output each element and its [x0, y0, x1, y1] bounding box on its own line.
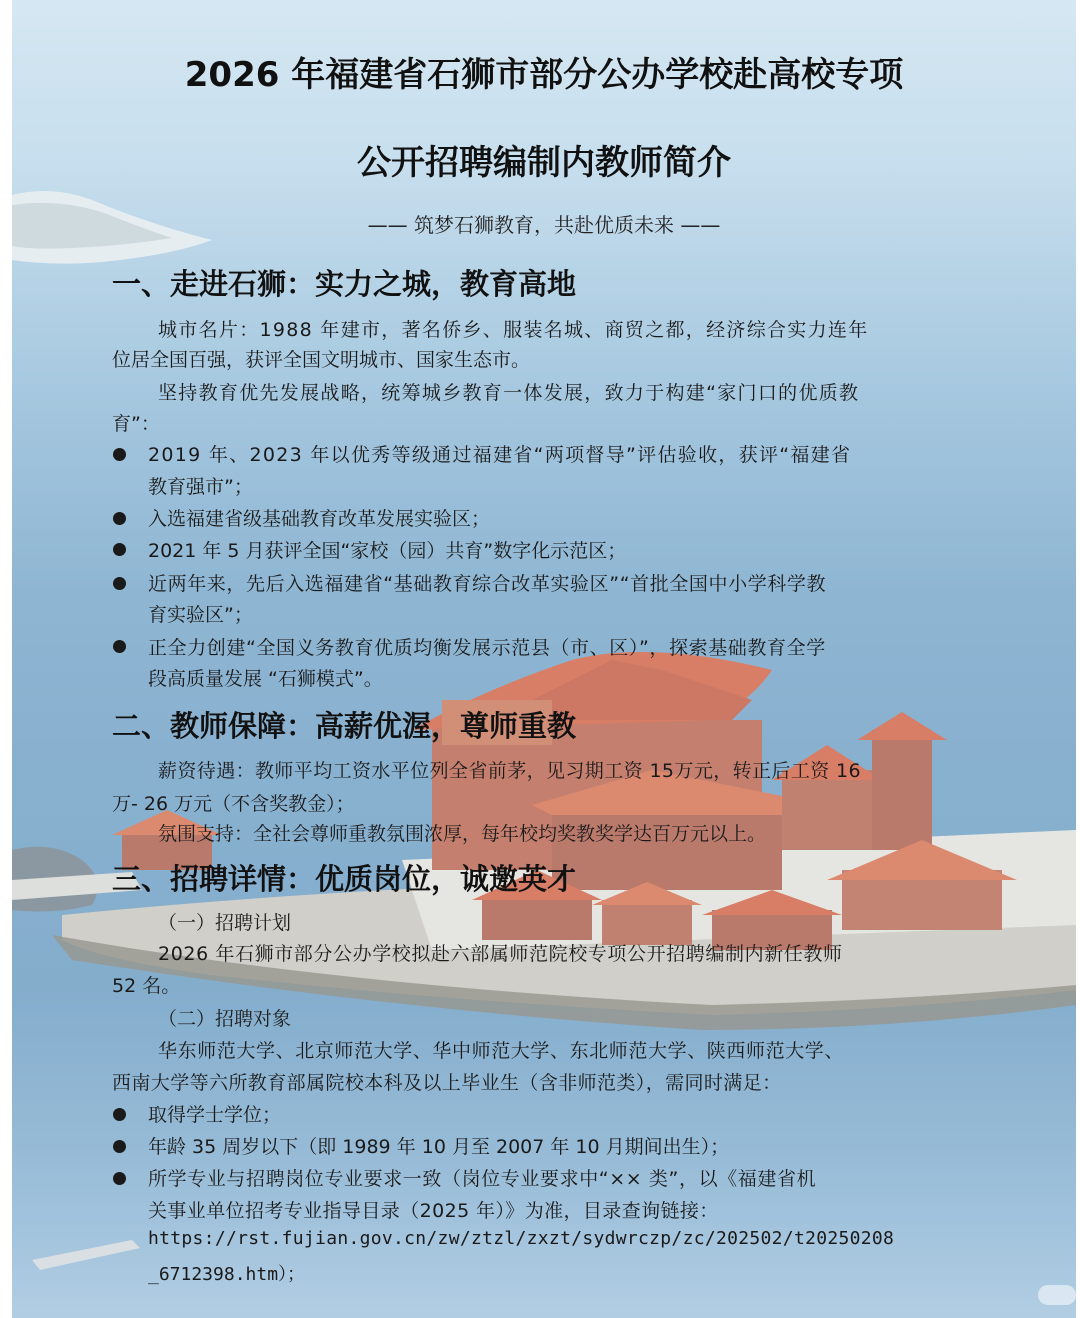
plan-line: 2026 年石狮市部分公办学校拟赴六部属师范院校专项公开招聘编制内新任教师	[158, 943, 843, 965]
section2-heading: 二、教师保障：高薪优渥，尊师重教	[112, 709, 577, 743]
section1-bullet: 2021 年 5 月获评全国“家校（园）共育”数字化示范区；	[148, 540, 627, 562]
bullet-icon	[113, 1172, 126, 1185]
section1-bullet-cont: 教育强市”；	[148, 476, 253, 498]
section2-line: 薪资待遇：教师平均工资水平位列全省前茅，见习期工资 15万元，转正后工资 16	[158, 760, 862, 782]
bullet-icon	[113, 1108, 126, 1121]
section3-bullet: 年龄 35 周岁以下（即 1989 年 10 月至 2007 年 10 月期间出生）；	[148, 1136, 730, 1158]
section3-heading: 三、招聘详情：优质岗位，诚邀英才	[112, 862, 577, 896]
bullet-icon	[113, 1140, 126, 1153]
section3-bullet-cont: 关事业单位招考专业指导目录（2025 年）》为准，目录查询链接：	[148, 1200, 719, 1222]
subtitle: —— 筑梦石狮教育，共赴优质未来 ——	[367, 213, 721, 237]
section1-bullet: 2019 年、2023 年以优秀等级通过福建省“两项督导”评估验收，获评“福建省	[148, 444, 852, 466]
bullet-icon	[113, 512, 126, 525]
target-line: 西南大学等六所教育部属院校本科及以上毕业生（含非师范类），需同时满足：	[112, 1072, 782, 1094]
poster	[12, 0, 1076, 1318]
title-line-1: 2026 年福建省石狮市部分公办学校赴高校专项	[184, 55, 904, 95]
section1-bullet: 近两年来，先后入选福建省“基础教育综合改革实验区”“首批全国中小学科学教	[148, 573, 827, 595]
section1-bullet-cont: 段高质量发展 “石狮模式”。	[148, 668, 383, 690]
plan-heading: （一）招聘计划	[158, 912, 292, 934]
section2-line: 万- 26 万元（不含奖教金）；	[112, 793, 355, 815]
bullet-icon	[113, 577, 126, 590]
bullet-icon	[113, 543, 126, 556]
section1-intro-line: 坚持教育优先发展战略，统筹城乡教育一体发展，致力于构建“家门口的优质教	[158, 382, 860, 404]
section3-bullet: 取得学士学位；	[148, 1104, 282, 1126]
plan-line: 52 名。	[112, 975, 181, 997]
section1-intro-line: 城市名片：1988 年建市，著名侨乡、服装名城、商贸之都，经济综合实力连年	[158, 319, 869, 341]
section3-bullet: 所学专业与招聘岗位专业要求一致（岗位专业要求中“×× 类”，以《福建省机	[148, 1168, 817, 1190]
section1-bullet: 正全力创建“全国义务教育优质均衡发展示范县（市、区）”，探索基础教育全学	[148, 637, 826, 659]
section2-line: 氛围支持：全社会尊师重教氛围浓厚，每年校均奖教奖学达百万元以上。	[158, 823, 767, 845]
title-line-2: 公开招聘编制内教师简介	[357, 143, 731, 183]
bullet-icon	[113, 640, 126, 653]
directory-link-cont: _6712398.htm）；	[148, 1264, 306, 1285]
watermark-badge	[1038, 1285, 1076, 1305]
target-heading: （二）招聘对象	[158, 1008, 292, 1030]
section1-intro-line: 位居全国百强，获评全国文明城市、国家生态市。	[112, 349, 531, 371]
section1-intro-line: 育”：	[112, 413, 160, 435]
section1-heading: 一、走进石狮：实力之城，教育高地	[112, 267, 577, 301]
directory-link[interactable]: https://rst.fujian.gov.cn/zw/ztzl/zxzt/sydwrczp/zc/202502/t20250208	[148, 1228, 895, 1249]
target-line: 华东师范大学、北京师范大学、华中师范大学、东北师范大学、陕西师范大学、	[158, 1040, 845, 1062]
section1-bullet-cont: 育实验区”；	[148, 604, 253, 626]
bullet-icon	[113, 448, 126, 461]
section1-bullet: 入选福建省级基础教育改革发展实验区；	[148, 508, 491, 530]
